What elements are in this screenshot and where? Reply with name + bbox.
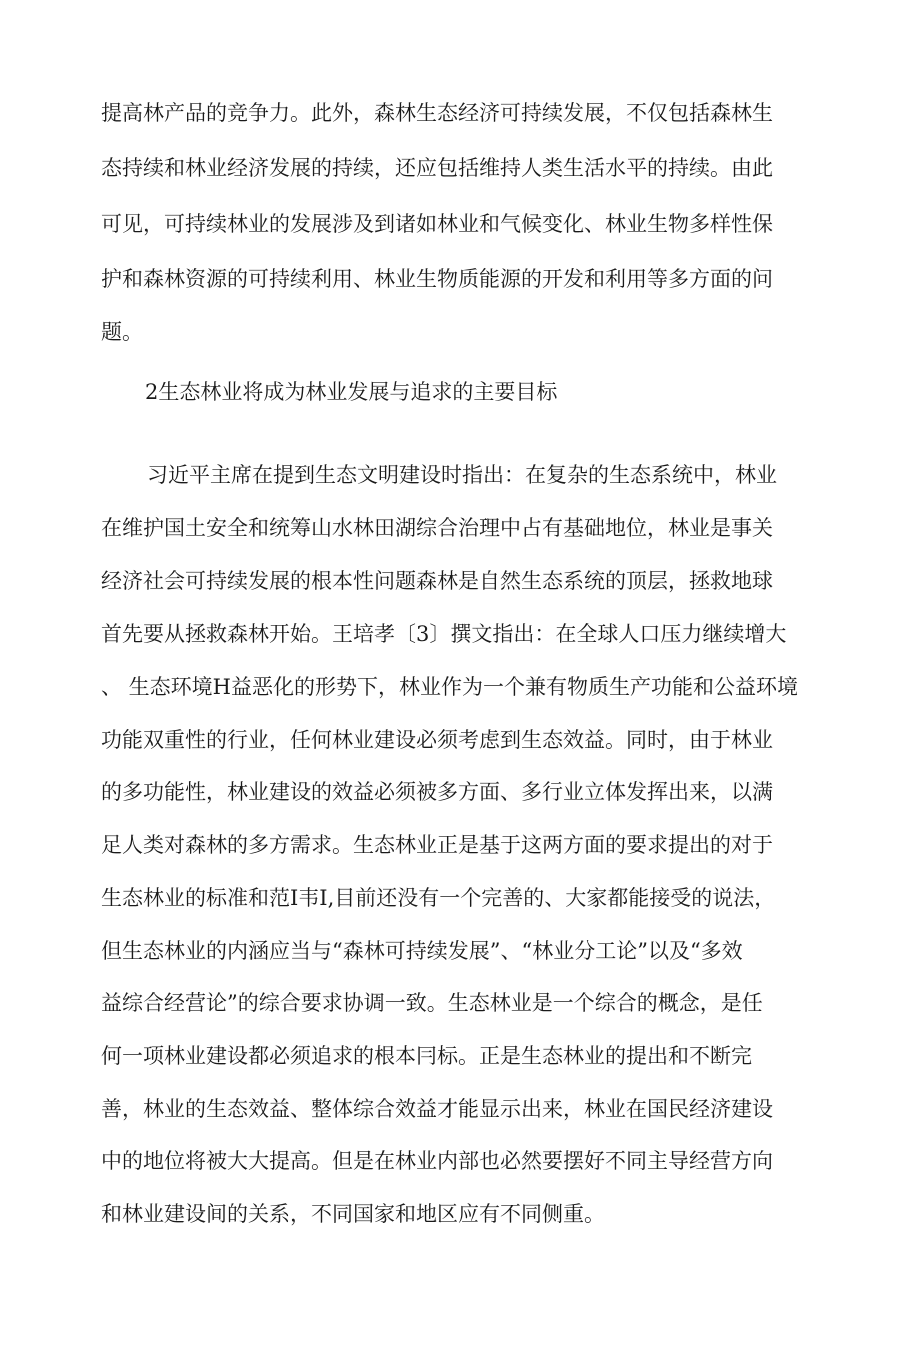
paragraph-2-line-12: 何一项林业建设都必须追求的根本冃标。正是生态林业的提出和不断完 bbox=[101, 1044, 752, 1068]
paragraph-2-line-13: 善，林业的生态效益、整体综合效益才能显示出来，林业在国民经济建设 bbox=[101, 1097, 773, 1121]
paragraph-2-line-3: 经济社会可持续发展的根本性问题森林是自然生态系统的顶层，拯救地球 bbox=[101, 569, 773, 593]
paragraph-2-line-11: 益综合经营论”的综合要求协调一致。生态林业是一个综合的概念，是任 bbox=[101, 991, 763, 1015]
paragraph-2-line-9: 生态林业的标准和范I韦I,目前还没有一个完善的、大家都能接受的说法， bbox=[101, 886, 776, 910]
paragraph-2-line-7: 的多功能性，林业建设的效益必须被多方面、多行业立体发挥出来，以满 bbox=[101, 780, 773, 804]
paragraph-2-line-10: 但生态林业的内涵应当与“森林可持续发展”、“林业分工论”以及“多效 bbox=[101, 939, 743, 963]
paragraph-2-line-15: 和林业建设间的关系，不同国家和地区应有不同侧重。 bbox=[101, 1202, 605, 1226]
paragraph-1-line-2: 态持续和林业经济发展的持续，还应包括维持人类生活水平的持续。由此 bbox=[101, 156, 773, 180]
paragraph-1-line-1: 提高林产品的竞争力。此外，森林生态经济可持续发展，不仅包括森林生 bbox=[101, 101, 773, 125]
paragraph-1-line-5: 题。 bbox=[101, 320, 143, 344]
paragraph-2-line-14: 中的地位将被大大提高。但是在林业内部也必然要摆好不同主导经营方向 bbox=[101, 1149, 773, 1173]
section-heading: 2生态林业将成为林业发展与追求的主要目标 bbox=[145, 380, 558, 404]
paragraph-2-line-2: 在维护国土安全和统筹山水林田湖综合治理中占有基础地位，林业是事关 bbox=[101, 516, 773, 540]
paragraph-2-line-8: 足人类对森林的多方需求。生态林业正是基于这两方面的要求提出的对于 bbox=[101, 833, 773, 857]
paragraph-1-line-4: 护和森林资源的可持续利用、林业生物质能源的开发和利用等多方面的问 bbox=[101, 267, 773, 291]
paragraph-2-line-4: 首先要从拯救森林开始。王培孝〔3〕撰文指出：在全球人口压力继续增大 bbox=[101, 622, 787, 646]
paragraph-1-line-3: 可见，可持续林业的发展涉及到诸如林业和气候变化、林业生物多样性保 bbox=[101, 212, 773, 236]
paragraph-2-line-6: 功能双重性的行业，任何林业建设必须考虑到生态效益。同时，由于林业 bbox=[101, 728, 773, 752]
paragraph-2-line-5: 、 生态环境H益恶化的形势下，林业作为一个兼有物质生产功能和公益环境 bbox=[101, 675, 798, 699]
paragraph-2-line-1: 习近平主席在提到生态文明建设时指出：在复杂的生态系统中，林业 bbox=[147, 463, 777, 487]
